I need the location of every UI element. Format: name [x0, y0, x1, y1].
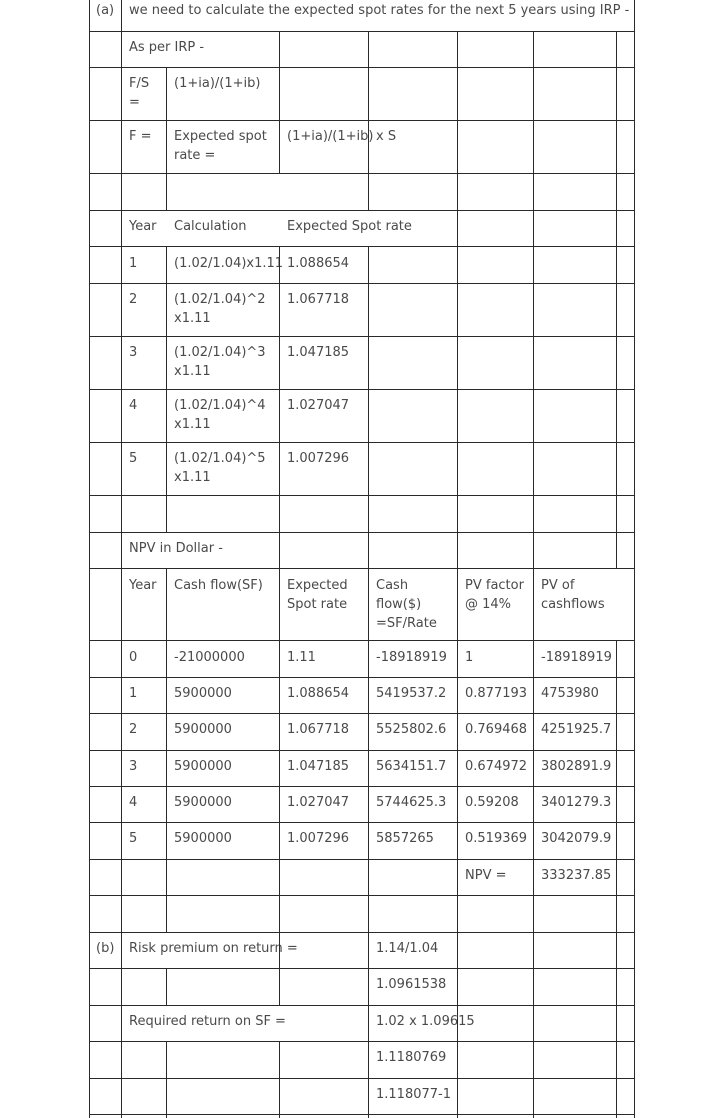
npv-header-spot-line2: Spot rate	[287, 597, 348, 612]
grid-line-vertical	[457, 31, 458, 1118]
npv-spot-rate: 1.047185	[287, 759, 350, 774]
risk-premium-label: Risk premium on return =	[129, 941, 298, 956]
grid-line-vertical	[368, 246, 369, 1118]
npv-header-pvcf-line1: PV of	[541, 578, 575, 593]
required-return-label: Required return on SF =	[129, 1014, 286, 1029]
npv-pv-factor: 0.519369	[465, 831, 528, 846]
grid-line-vertical	[166, 968, 167, 1005]
spot-year: 5	[129, 451, 138, 466]
spot-rate: 1.007296	[287, 451, 350, 466]
npv-year: 1	[129, 686, 138, 701]
spot-calculation-multiplier: x1.11	[174, 470, 211, 485]
npv-total-value: 333237.85	[541, 868, 612, 883]
spot-year: 2	[129, 292, 138, 307]
npv-pv-cashflow: -18918919	[541, 650, 612, 665]
as-per-irp-label: As per IRP -	[129, 40, 205, 55]
npv-total-label: NPV =	[465, 868, 507, 883]
grid-line-horizontal	[89, 1114, 634, 1115]
f-formula: (1+ia)/(1+ib)	[287, 129, 374, 144]
npv-spot-rate: 1.088654	[287, 686, 350, 701]
spot-calculation-multiplier: x1.11	[174, 417, 211, 432]
npv-spot-rate: 1.11	[287, 650, 316, 665]
grid-line-horizontal	[89, 859, 634, 860]
grid-line-vertical	[166, 1041, 167, 1118]
spot-year: 3	[129, 345, 138, 360]
grid-line-horizontal	[89, 336, 634, 337]
npv-cashflow-usd: -18918919	[376, 650, 447, 665]
spot-calculation-multiplier: x1.11	[174, 311, 211, 326]
grid-line-horizontal	[89, 246, 634, 247]
grid-line-vertical	[279, 1041, 280, 1118]
spot-calculation: (1.02/1.04)^4	[174, 398, 266, 413]
f-label: F =	[129, 129, 152, 144]
part-b-label: (b)	[96, 941, 115, 956]
grid-line-horizontal	[89, 932, 634, 933]
npv-year: 0	[129, 650, 138, 665]
npv-pv-factor: 0.769468	[465, 722, 528, 737]
expected-spot-label-line1: Expected spot	[174, 129, 267, 144]
grid-line-horizontal	[89, 31, 634, 32]
part-a-label: (a)	[96, 3, 115, 18]
npv-cashflow-sf: 5900000	[174, 686, 232, 701]
grid-line-horizontal	[89, 568, 634, 569]
npv-header-pvfactor-line2: @ 14%	[465, 597, 512, 612]
risk-premium-value: 1.0961538	[376, 977, 447, 992]
grid-line-horizontal	[89, 968, 634, 969]
npv-cashflow-usd: 5634151.7	[376, 759, 447, 774]
npv-cashflow-sf: 5900000	[174, 759, 232, 774]
npv-year: 2	[129, 722, 138, 737]
required-return-formula: 1.02 x 1.09615	[376, 1014, 475, 1029]
npv-cashflow-usd: 5525802.6	[376, 722, 447, 737]
required-return-minus-one: 1.118077-1	[376, 1087, 451, 1102]
npv-pv-factor: 0.59208	[465, 795, 519, 810]
npv-year: 4	[129, 795, 138, 810]
risk-premium-formula: 1.14/1.04	[376, 941, 439, 956]
grid-line-horizontal	[89, 822, 634, 823]
grid-line-vertical	[368, 31, 369, 210]
grid-line-vertical	[166, 246, 167, 532]
spot-header-expected-rate: Expected Spot rate	[287, 219, 412, 234]
npv-header-pvfactor-line1: PV factor	[465, 578, 524, 593]
npv-spot-rate: 1.007296	[287, 831, 350, 846]
npv-pv-cashflow: 4753980	[541, 686, 599, 701]
grid-line-vertical	[616, 31, 617, 568]
npv-spot-rate: 1.067718	[287, 722, 350, 737]
spot-calculation: (1.02/1.04)^5	[174, 451, 266, 466]
grid-line-horizontal	[89, 210, 634, 211]
grid-line-horizontal	[89, 713, 634, 714]
grid-line-vertical	[166, 67, 167, 210]
npv-header-cfd-line3: =SF/Rate	[376, 616, 437, 631]
grid-line-horizontal	[89, 1078, 634, 1079]
npv-title: NPV in Dollar -	[129, 541, 223, 556]
npv-pv-factor: 0.877193	[465, 686, 528, 701]
spot-header-calculation: Calculation	[174, 219, 247, 234]
npv-year: 5	[129, 831, 138, 846]
grid-line-horizontal	[89, 173, 634, 174]
fs-equals: =	[129, 95, 140, 110]
npv-cashflow-sf: 5900000	[174, 795, 232, 810]
grid-line-vertical	[616, 640, 617, 1118]
spot-calculation: (1.02/1.04)^2	[174, 292, 266, 307]
spot-rate: 1.067718	[287, 292, 350, 307]
grid-line-horizontal	[89, 283, 634, 284]
npv-header-cashflow-sf: Cash flow(SF)	[174, 578, 263, 593]
fs-label: F/S	[129, 76, 150, 91]
grid-line-horizontal	[89, 1005, 634, 1006]
spot-calculation: (1.02/1.04)x1.11	[174, 256, 284, 271]
npv-cashflow-sf: 5900000	[174, 831, 232, 846]
grid-line-horizontal	[89, 389, 634, 390]
spot-calculation-multiplier: x1.11	[174, 364, 211, 379]
grid-line-horizontal	[89, 1041, 634, 1042]
spot-calculation: (1.02/1.04)^3	[174, 345, 266, 360]
npv-cashflow-usd: 5419537.2	[376, 686, 447, 701]
grid-line-horizontal	[89, 750, 634, 751]
spot-rate: 1.027047	[287, 398, 350, 413]
npv-header-spot-line1: Expected	[287, 578, 348, 593]
grid-line-horizontal	[89, 67, 634, 68]
required-return-value: 1.1180769	[376, 1050, 447, 1065]
grid-line-horizontal	[89, 640, 634, 641]
npv-pv-cashflow: 3802891.9	[541, 759, 612, 774]
grid-line-horizontal	[89, 677, 634, 678]
grid-line-horizontal	[89, 532, 634, 533]
grid-line-horizontal	[89, 120, 634, 121]
npv-cashflow-usd: 5857265	[376, 831, 434, 846]
npv-pv-cashflow: 3401279.3	[541, 795, 612, 810]
grid-line-horizontal	[89, 495, 634, 496]
spot-header-year: Year	[129, 219, 157, 234]
npv-spot-rate: 1.027047	[287, 795, 350, 810]
npv-pv-factor: 0.674972	[465, 759, 528, 774]
grid-line-vertical	[166, 568, 167, 932]
npv-header-cfd-line2: flow($)	[376, 597, 422, 612]
fs-formula: (1+ia)/(1+ib)	[174, 76, 261, 91]
spot-year: 4	[129, 398, 138, 413]
grid-line-vertical	[89, 0, 90, 1118]
grid-line-horizontal	[89, 895, 634, 896]
npv-cashflow-sf: -21000000	[174, 650, 245, 665]
npv-cashflow-sf: 5900000	[174, 722, 232, 737]
spot-year: 1	[129, 256, 138, 271]
npv-cashflow-usd: 5744625.3	[376, 795, 447, 810]
grid-line-vertical	[533, 31, 534, 1118]
npv-pv-factor: 1	[465, 650, 474, 665]
grid-line-vertical	[279, 246, 280, 1005]
spot-rate: 1.047185	[287, 345, 350, 360]
grid-line-vertical	[121, 0, 122, 1118]
grid-line-vertical	[279, 31, 280, 173]
npv-pv-cashflow: 3042079.9	[541, 831, 612, 846]
intro-text: we need to calculate the expected spot rates for the next 5 years using IRP -	[129, 3, 630, 18]
npv-header-pvcf-line2: cashflows	[541, 597, 605, 612]
npv-header-year: Year	[129, 578, 157, 593]
npv-header-cfd-line1: Cash	[376, 578, 409, 593]
grid-line-vertical	[634, 0, 635, 1118]
times-s: x S	[376, 129, 397, 144]
npv-pv-cashflow: 4251925.7	[541, 722, 612, 737]
grid-line-horizontal	[89, 786, 634, 787]
npv-year: 3	[129, 759, 138, 774]
spot-rate: 1.088654	[287, 256, 350, 271]
grid-line-horizontal	[89, 442, 634, 443]
expected-spot-label-line2: rate =	[174, 148, 216, 163]
